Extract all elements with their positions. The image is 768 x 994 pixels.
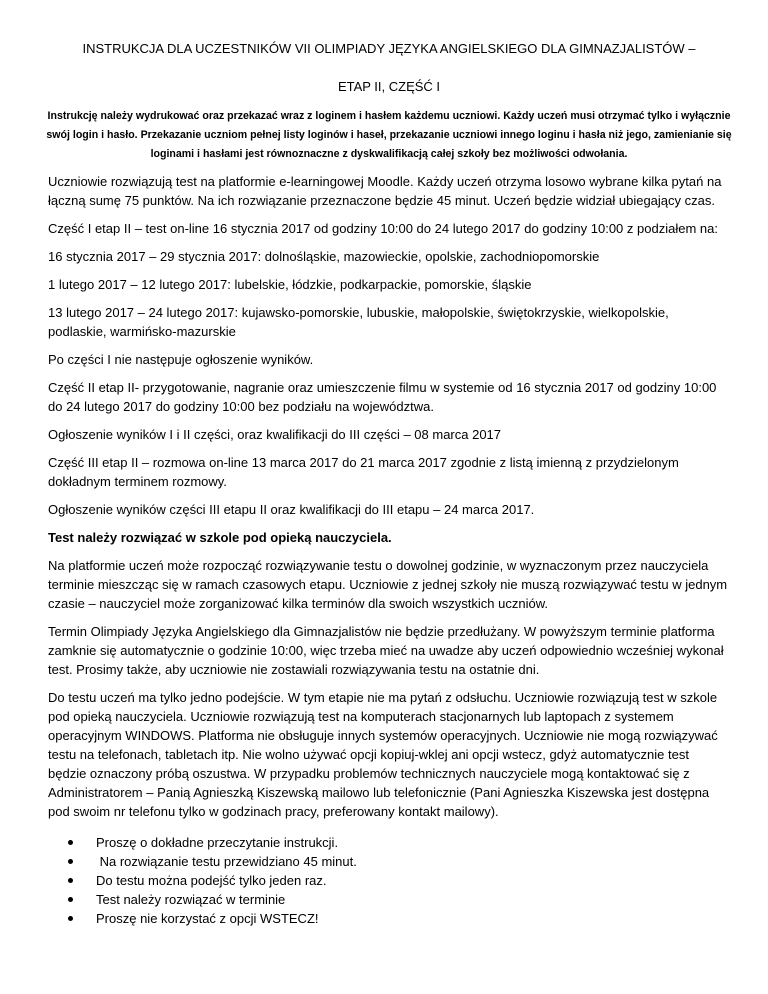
list-item-text: Proszę o dokładne przeczytanie instrukcji. <box>96 835 339 850</box>
bullet-icon <box>68 840 73 845</box>
paragraph-no-results: Po części I nie następuje ogłoszenie wyników. <box>48 352 314 367</box>
list-item-text: Proszę nie korzystać z opcji WSTECZ! <box>96 911 319 926</box>
paragraph-part3: Część III etap II – rozmowa on-line 13 marca 2017 do 21 marca 2017 zgodnie z listą imienną z przydzielonym dokładnym terminem rozmowy. <box>48 455 679 489</box>
paragraph-part1-dates: Część I etap II – test on-line 16 stycznia 2017 od godziny 10:00 do 24 lutego 2017 do godziny 10:00 z podziałem na: <box>48 221 718 236</box>
paragraph-deadline: Termin Olimpiady Języka Angielskiego dla Gimnazjalistów nie będzie przedłużany. W powyższym terminie platforma zamknie się automatycznie o godzinie 10:00, więc trzeba mieć na uwadze aby uczeń odpowiednio wcześniej wykonał test. Prosimy także, aby uczniowie nie zostawiali rozwiązywania testu na ostatnie dni. <box>48 624 724 677</box>
list-item <box>68 909 730 928</box>
bullet-icon <box>68 859 73 864</box>
paragraph-schedule-2: 1 lutego 2017 – 12 lutego 2017: lubelskie, łódzkie, podkarpackie, pomorskie, śląskie <box>48 277 532 292</box>
bullet-icon <box>68 897 73 902</box>
list-item <box>68 871 730 890</box>
paragraph-supervision-rule: Test należy rozwiązać w szkole pod opieką nauczyciela. <box>48 530 392 545</box>
distribution-notice: Instrukcję należy wydrukować oraz przekazać wraz z loginem i hasłem każdemu uczniowi. Każdy uczeń musi otrzymać tylko i wyłącznie swój login i hasło. Przekazanie uczniom pełnej listy loginów i haseł, przekazanie uczniowi innego loginu i hasła niż jego, zamienianie się loginami i hasłami jest równoznaczne z dyskwalifikacją całej szkoły bez możliwości odwołania. <box>46 110 732 160</box>
paragraph-final-results: Ogłoszenie wyników części III etapu II oraz kwalifikacji do III etapu – 24 marca 2017. <box>48 502 535 517</box>
list-item <box>68 852 730 871</box>
bullet-icon <box>68 878 73 883</box>
document-title: INSTRUKCJA DLA UCZESTNIKÓW VII OLIMPIADY JĘZYKA ANGIELSKIEGO DLA GIMNAZJALISTÓW – <box>82 41 696 56</box>
list-item-text: Na rozwiązanie testu przewidziano 45 minut. <box>96 854 357 869</box>
list-item-text: Test należy rozwiązać w terminie <box>96 892 286 907</box>
paragraph-platform-info: Uczniowie rozwiązują test na platformie e-learningowej Moodle. Każdy uczeń otrzyma losowo wybrane kilka pytań na łączną sumę 75 punktów. Na ich rozwiązanie przeznaczone będzie 45 minut. Uczeń będzie widział ubiegający czas. <box>48 174 722 208</box>
paragraph-results-announcement: Ogłoszenie wyników I i II części, oraz kwalifikacji do III części – 08 marca 2017 <box>48 427 502 442</box>
paragraph-schedule-1: 16 stycznia 2017 – 29 stycznia 2017: dolnośląskie, mazowieckie, opolskie, zachodniopomorskie <box>48 249 600 264</box>
list-item <box>68 890 730 909</box>
bullet-icon <box>68 916 73 921</box>
list-item-text: Do testu można podejść tylko jeden raz. <box>96 873 327 888</box>
list-item <box>68 833 730 852</box>
paragraph-start-time: Na platformie uczeń może rozpocząć rozwiązywanie testu o dowolnej godzinie, w wyznaczonym przez nauczyciela terminie mieszcząc się w ramach czasowych etapu. Uczniowie z jednej szkoły nie muszą rozwiązywać testu w jednym czasie – nauczyciel może zorganizować kilka terminów dla swoich wszystkich uczniów. <box>48 558 728 611</box>
instruction-list <box>48 833 730 928</box>
paragraph-part2: Część II etap II- przygotowanie, nagranie oraz umieszczenie filmu w systemie od 16 stycznia 2017 od godziny 10:00 do 24 lutego 2017 do godziny 10:00 bez podziału na województwa. <box>48 380 717 414</box>
paragraph-technical-rules: Do testu uczeń ma tylko jedno podejście. W tym etapie nie ma pytań z odsłuchu. Uczniowie rozwiązują test w szkole pod opieką nauczyciela. Uczniowie rozwiązują test na komputerach stacjonarnych lub laptopach z systemem operacyjnym WINDOWS. Platforma nie obsługuje innych systemów operacyjnych. Uczniowie nie mogą rozwiązywać testu na telefonach, tabletach itp. Nie wolno używać opcji kopiuj-wklej ani opcji wstecz, gdyż automatycznie test będzie oznaczony próbą oszustwa. W przypadku problemów technicznych nauczyciele mogą kontaktować się z Administratorem – Panią Agnieszką Kiszewską mailowo lub telefonicznie (Pani Agnieszka Kiszewska jest dostępna pod swoim nr telefonu tylko w godzinach pracy, preferowany kontakt mailowy). <box>48 690 718 819</box>
document-subtitle: ETAP II, CZĘŚĆ I <box>337 79 441 94</box>
paragraph-schedule-3: 13 lutego 2017 – 24 lutego 2017: kujawsko-pomorskie, lubuskie, małopolskie, świętokrzyskie, wielkopolskie, podlaskie, warmińsko-mazurskie <box>48 305 669 339</box>
